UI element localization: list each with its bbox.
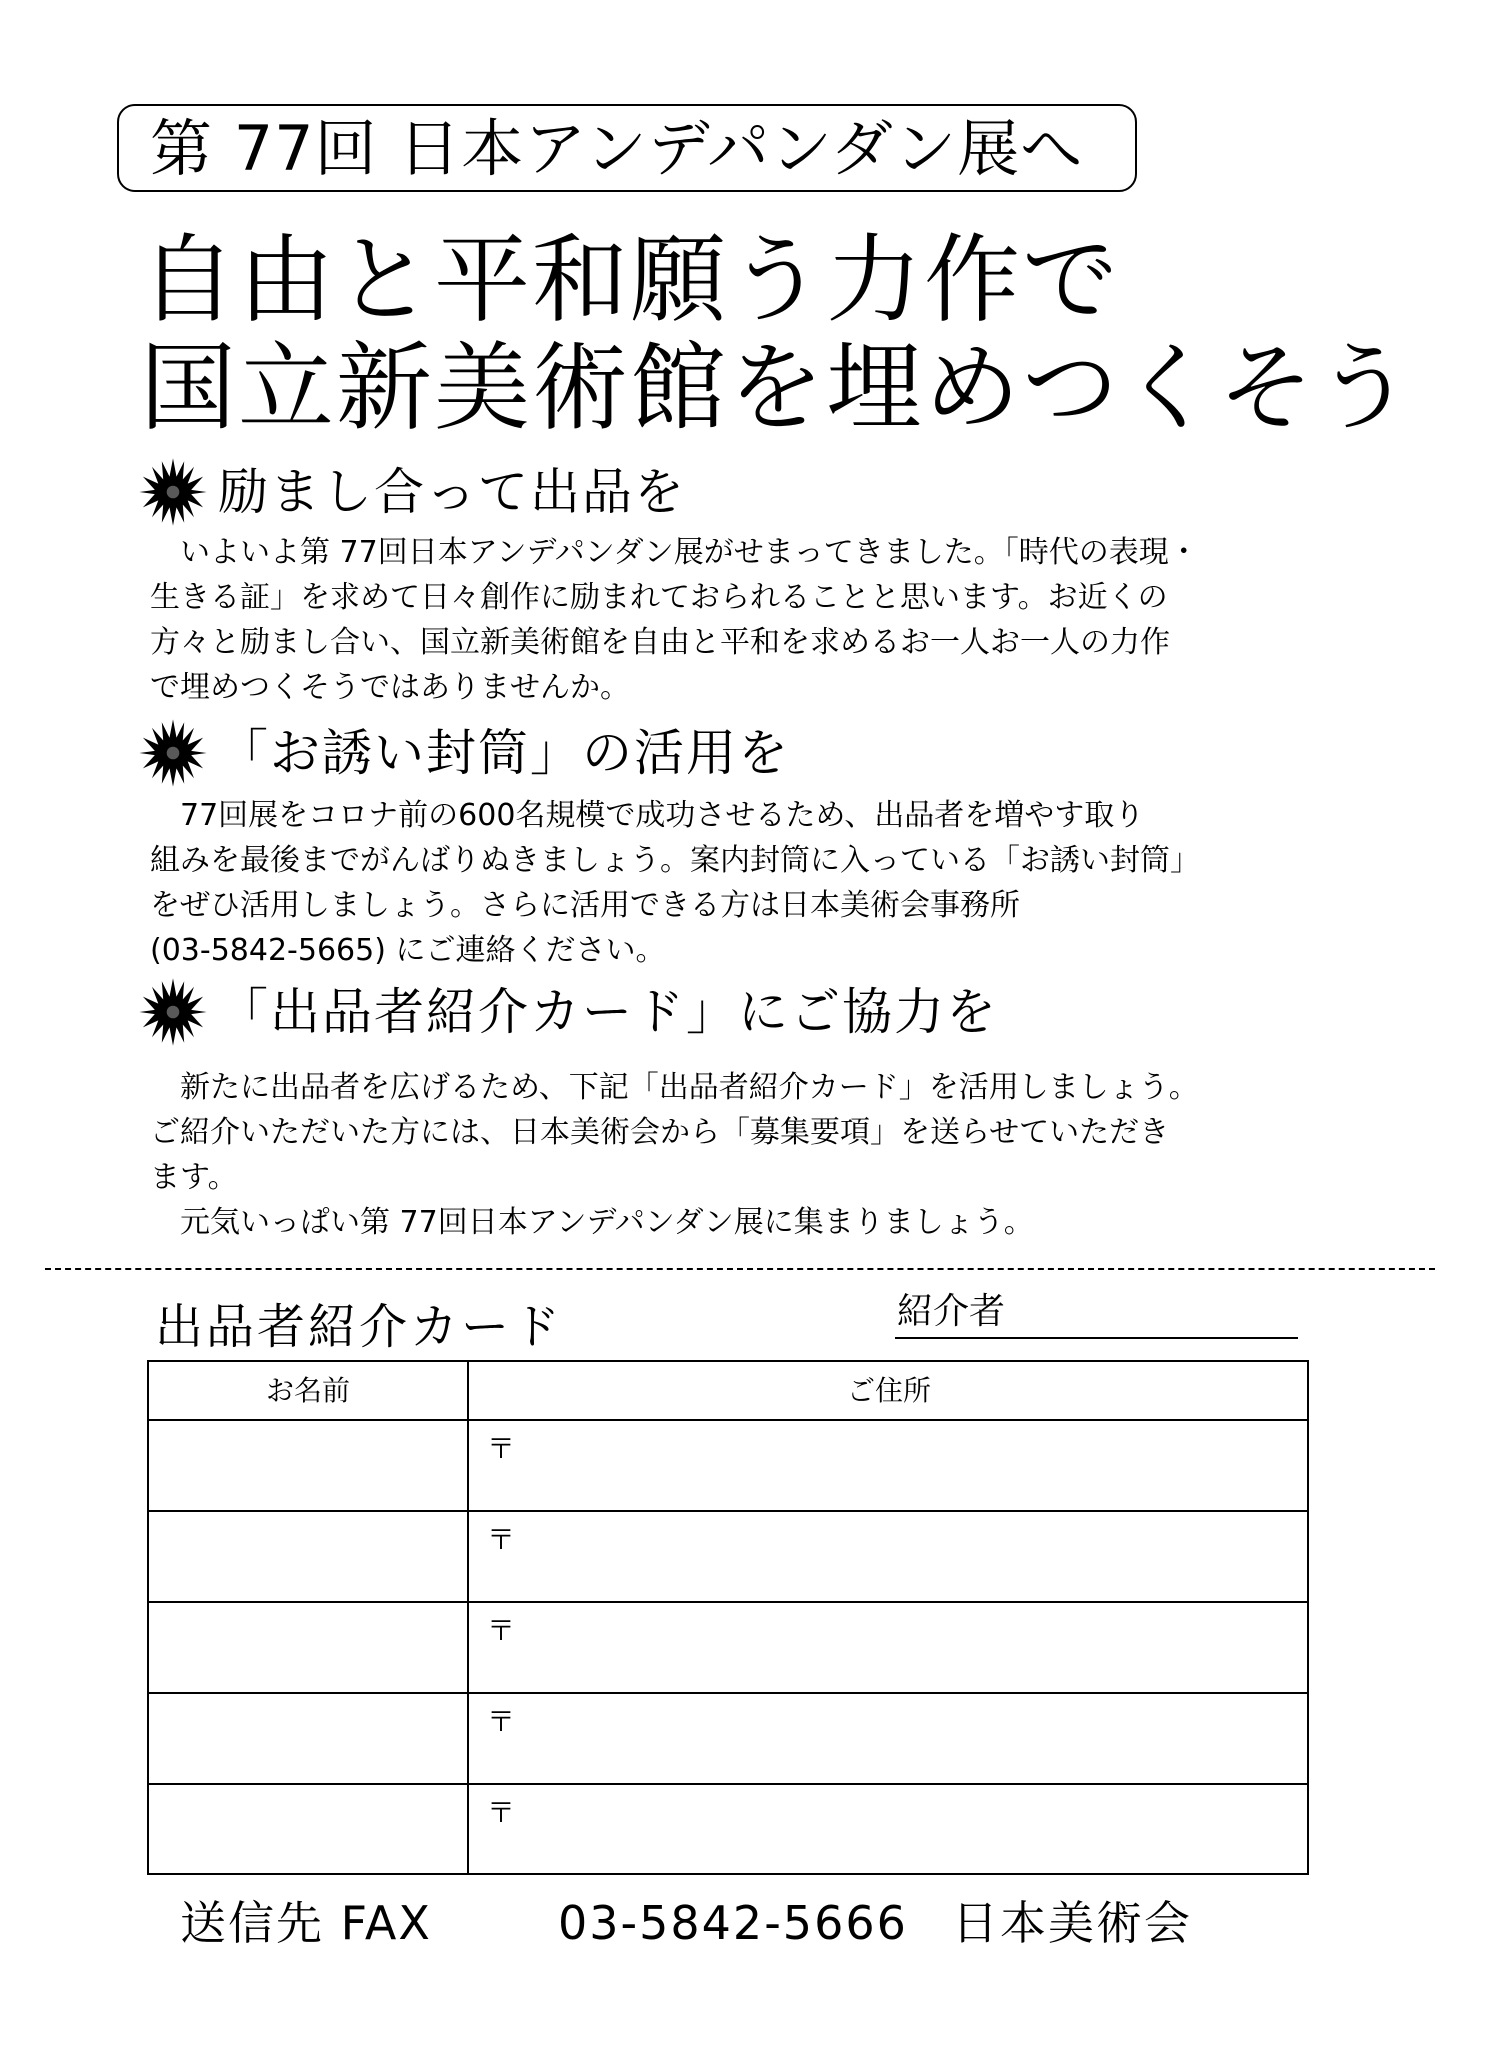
referrer-label: 紹介者 [897, 1291, 1006, 1332]
headline-line-1: 自由と平和願う力作で [140, 224, 1120, 336]
row-line [149, 1601, 1307, 1603]
fax-number: 03-5842-5666 [558, 1896, 908, 1950]
burst-icon [138, 718, 208, 788]
header-row-line [149, 1419, 1307, 1421]
body-line: 77回展をコロナ前の600名規模で成功させるため、出品者を増やす取り [150, 798, 1145, 833]
column-divider [467, 1362, 469, 1873]
postal-mark: 〒 [487, 1705, 516, 1738]
body-line: 生きる証」を求めて日々創作に励まれておられることと思います。お近くの [150, 580, 1168, 615]
section-body-3 [150, 1065, 1280, 1245]
body-line: (03-5842-5665) にご連絡ください。 [150, 933, 666, 968]
section-heading-1 [138, 462, 686, 522]
referral-card-table [147, 1360, 1309, 1875]
section-title-3: 「出品者紹介カード」にご協力を [218, 983, 998, 1041]
body-line: をぜひ活用しましょう。さらに活用できる方は日本美術会事務所 [150, 888, 1020, 923]
row-line [149, 1692, 1307, 1694]
body-line: 元気いっぱい第 77回日本アンデパンダン展に集まりましょう。 [150, 1205, 1034, 1240]
row-line [149, 1510, 1307, 1512]
section-title-1: 励まし合って出品を [218, 463, 686, 521]
section-body-1 [150, 530, 1280, 710]
body-line: 新たに出品者を広げるため、下記「出品者紹介カード」を活用しましょう。 [150, 1070, 1199, 1105]
body-line: ます。 [150, 1160, 238, 1195]
body-line: 組みを最後までがんばりぬきましょう。案内封筒に入っている「お誘い封筒」 [150, 843, 1200, 878]
organization-name: 日本美術会 [952, 1896, 1192, 1950]
title-banner: 第 77回 日本アンデパンダン展へ [150, 112, 1084, 185]
section-heading-2 [138, 723, 790, 783]
referrer-field[interactable] [895, 1337, 1298, 1339]
body-line: ご紹介いただいた方には、日本美術会から「募集要項」を送らせていただき [150, 1115, 1170, 1150]
fax-label: 送信先 FAX [180, 1896, 432, 1950]
burst-icon [138, 457, 208, 527]
body-line: で埋めつくそうではありませんか。 [150, 670, 630, 705]
column-header-address: ご住所 [846, 1374, 931, 1407]
cut-line-divider [45, 1268, 1435, 1270]
postal-mark: 〒 [487, 1614, 516, 1647]
headline-line-2: 国立新美術館を埋めつくそう [140, 332, 1414, 444]
column-header-name: お名前 [265, 1374, 350, 1407]
section-heading-3 [138, 982, 998, 1042]
body-line: 方々と励まし合い、国立新美術館を自由と平和を求めるお一人お一人の力作 [150, 625, 1170, 660]
body-line: いよいよ第 77回日本アンデパンダン展がせまってきました。「時代の表現・ [150, 535, 1199, 570]
postal-mark: 〒 [487, 1523, 516, 1556]
section-body-2 [150, 793, 1280, 973]
section-title-2: 「お誘い封筒」の活用を [218, 724, 790, 782]
card-title: 出品者紹介カード [155, 1299, 564, 1355]
burst-icon [138, 977, 208, 1047]
postal-mark: 〒 [487, 1432, 516, 1465]
row-line [149, 1783, 1307, 1785]
postal-mark: 〒 [487, 1796, 516, 1829]
